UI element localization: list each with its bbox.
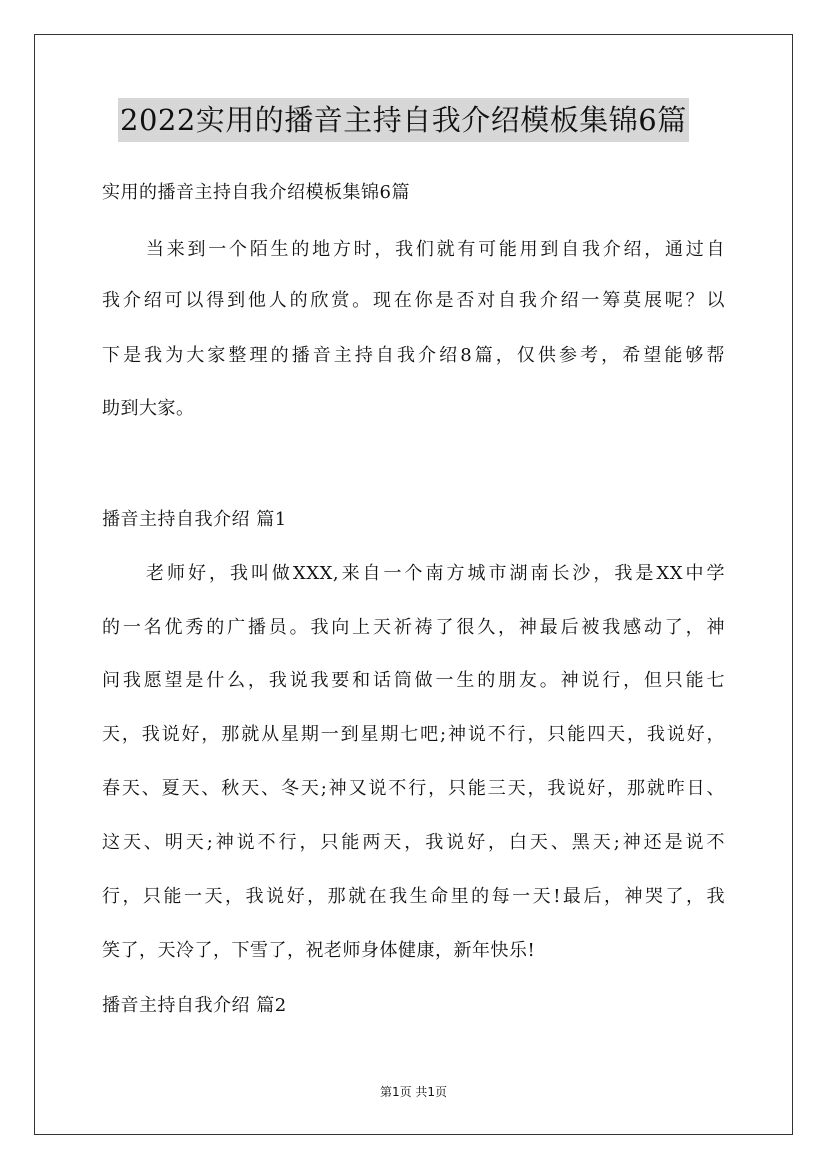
- section2-heading: 播音主持自我介绍 篇2: [102, 995, 287, 1016]
- section1-line: 行，只能一天，我说好，那就在我生命里的每一天!最后，神哭了，我: [102, 886, 725, 907]
- section1-line: 这天、明天;神说不行，只能两天，我说好，白天、黑天;神还是说不: [102, 832, 725, 853]
- section1-line: 问我愿望是什么，我说我要和话筒做一生的朋友。神说行，但只能七: [102, 670, 725, 691]
- document-title: 2022实用的播音主持自我介绍模板集锦6篇: [118, 98, 689, 142]
- intro-line: 我介绍可以得到他人的欣赏。现在你是否对自我介绍一筹莫展呢？以: [102, 290, 725, 311]
- section1-line: 笑了，天冷了，下雪了，祝老师身体健康，新年快乐!: [102, 940, 536, 961]
- section1-heading: 播音主持自我介绍 篇1: [102, 509, 287, 530]
- section1-line: 的一名优秀的广播员。我向上天祈祷了很久，神最后被我感动了，神: [102, 617, 725, 638]
- section1-line: 老师好，我叫做XXX,来自一个南方城市湖南长沙，我是XX中学: [146, 563, 725, 584]
- document-subtitle: 实用的播音主持自我介绍模板集锦6篇: [102, 182, 410, 203]
- intro-line: 助到大家。: [102, 398, 195, 419]
- section1-line: 春天、夏天、秋天、冬天;神又说不行，只能三天，我说好，那就昨日、: [102, 778, 725, 799]
- page-number: 第1页 共1页: [379, 1085, 448, 1099]
- intro-line: 当来到一个陌生的地方时，我们就有可能用到自我介绍，通过自: [146, 239, 725, 260]
- section1-line: 天，我说好，那就从星期一到星期七吧;神说不行，只能四天，我说好，: [102, 724, 725, 745]
- intro-line: 下是我为大家整理的播音主持自我介绍8篇，仅供参考，希望能够帮: [102, 345, 725, 366]
